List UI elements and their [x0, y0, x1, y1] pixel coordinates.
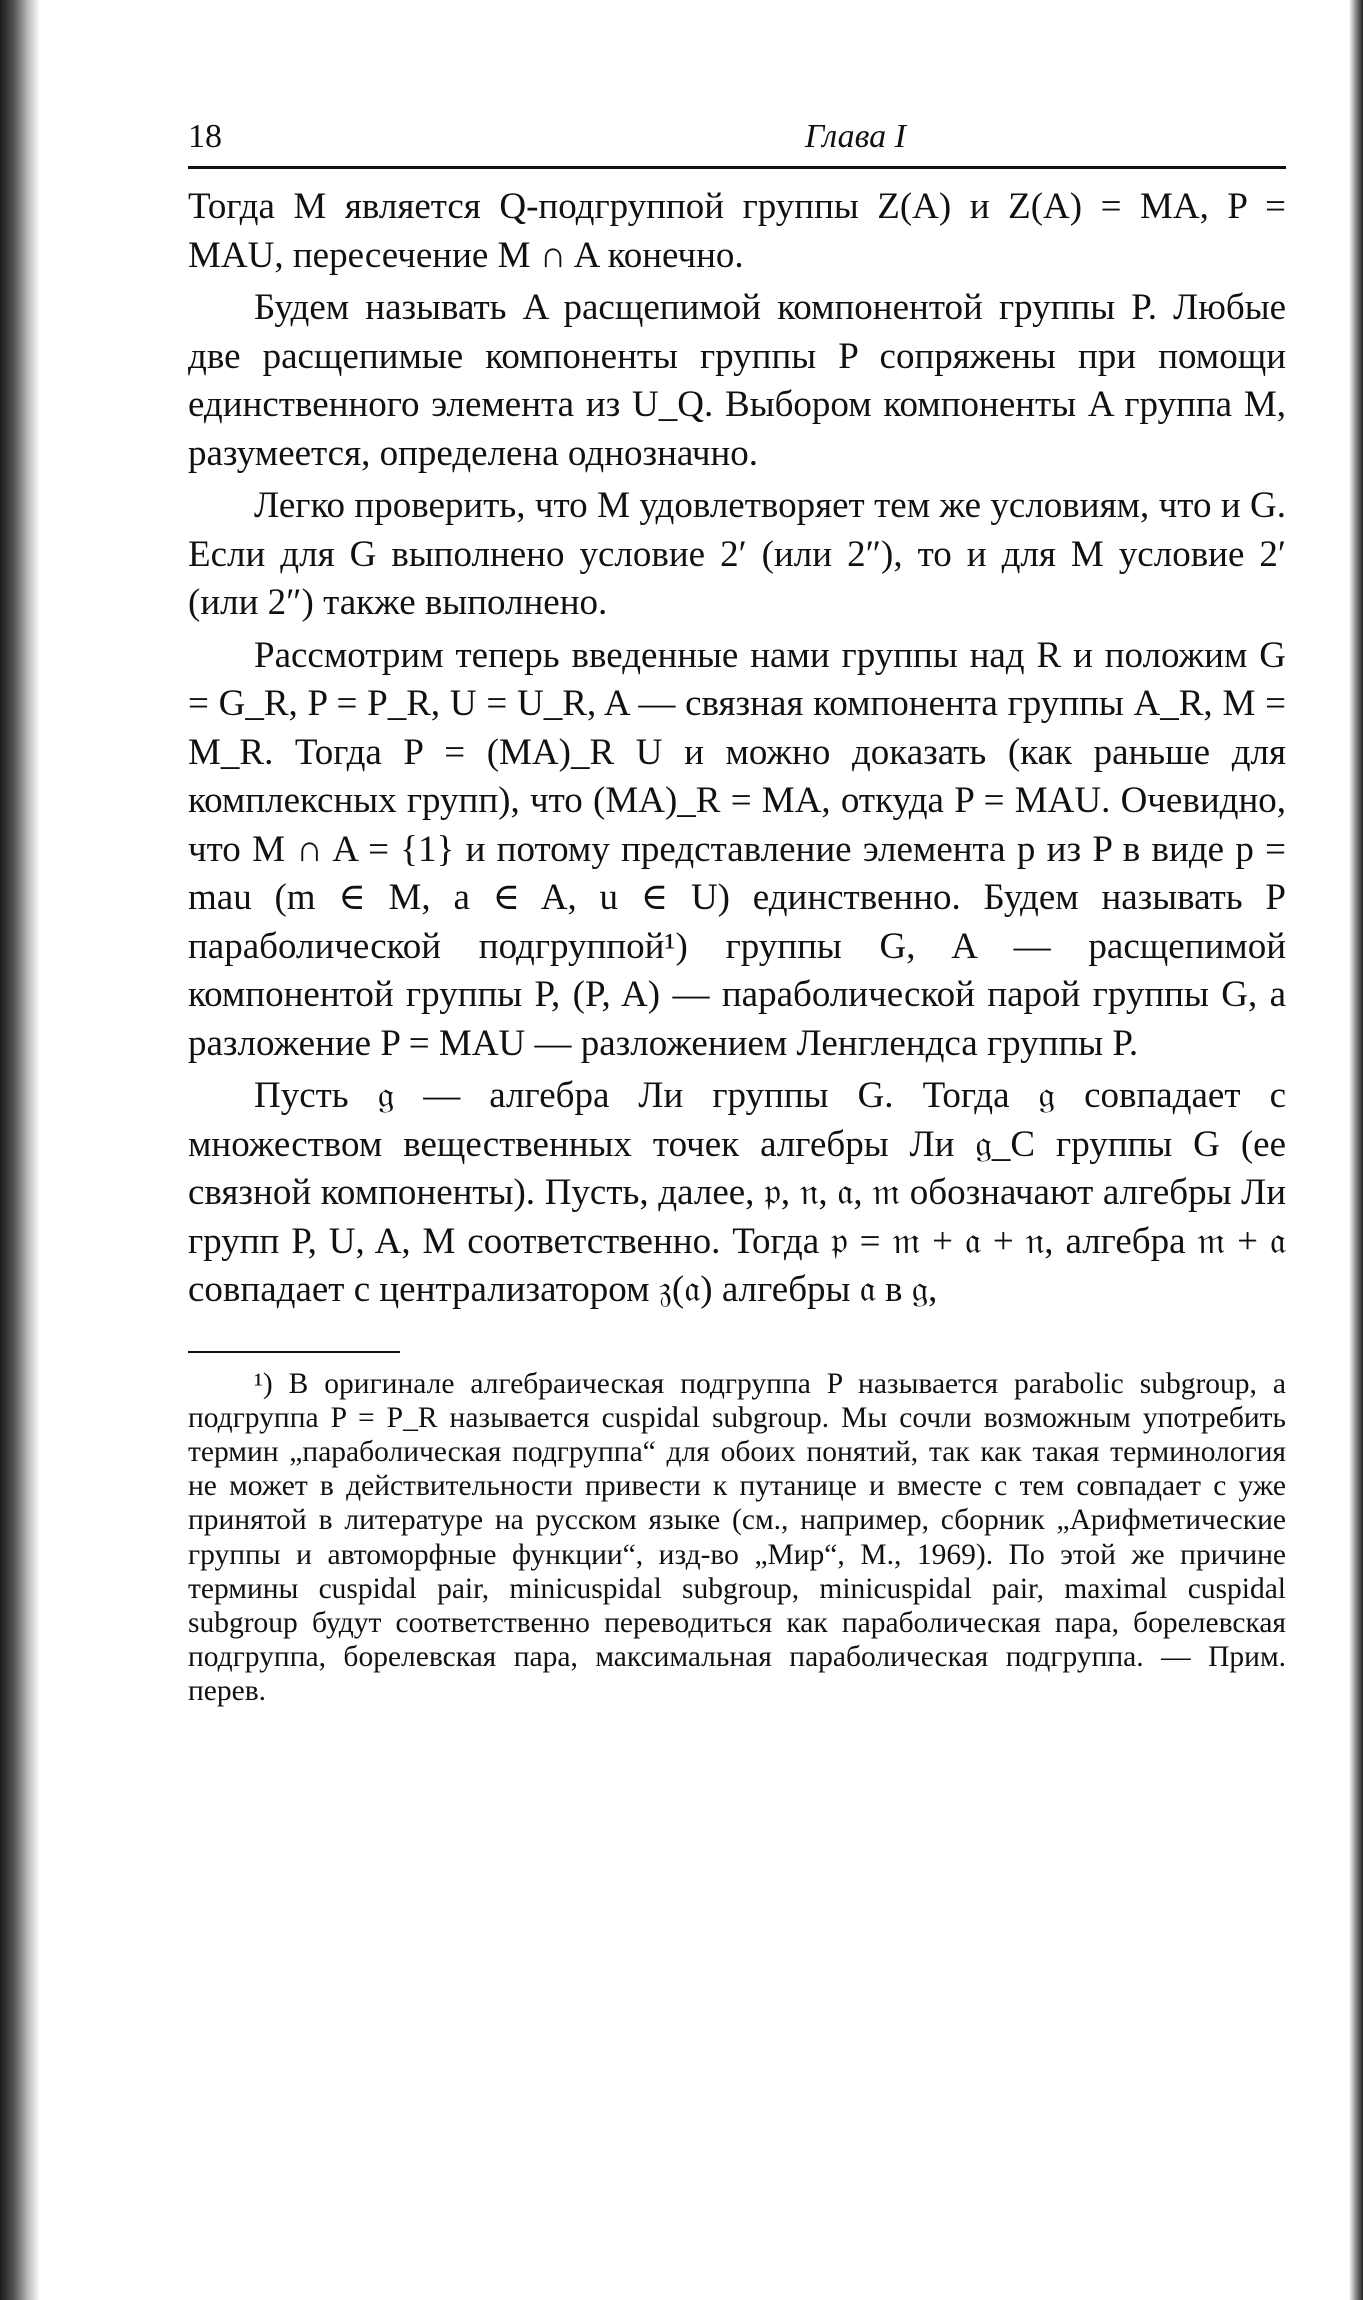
chapter-title: Глава I	[804, 118, 906, 155]
footnote: ¹) В оригинале алгебраическая подгруппа P называется parabolic subgroup, а подгруппа P = P_R называется cuspidal subgroup. Мы сочли возможным употребить термин „параболическая подгруппа“ для обоих понятий, так как такая терминология не может в действительности привести к путанице и вместе с тем совпадает с уже принятой в литературе на русском языке (см., например, сборник „Арифметические группы и автоморфные функции“, изд-во „Мир“, М., 1969). По этой же причине термины cuspidal pair, minicuspidal subgroup, minicuspidal pair, maximal cuspidal subgroup будут соответственно переводиться как параболическая пара, борелевская подгруппа, борелевская пара, максимальная параболическая подгруппа. — Прим. перев.	[188, 1367, 1286, 1708]
paragraph-2: Будем называть A расщепимой компонентой группы P. Любые две расщепимые компоненты группы P сопряжены при помощи единственного элемента из U_Q. Выбором компоненты A группа M, разумеется, определена однозначно.	[188, 287, 1286, 474]
paragraph-4: Рассмотрим теперь введенные нами группы над R и положим G = G_R, P = P_R, U = U_R, A — связная компонента группы A_R, M = M_R. Тогда P = (MA)_R U и можно доказать (как раньше для комплексных групп), что (MA)_R = MA, откуда P = MAU. Очевидно, что M ∩ A = {1} и потому представление элемента p из P в виде p = mau (m ∈ M, a ∈ A, u ∈ U) единственно. Будем называть P параболической подгруппой¹) группы G, A — расщепимой компонентой группы P, (P, A) — параболической парой группы G, а разложение P = MAU — разложением Ленглендса группы P.	[188, 634, 1286, 1064]
main-text	[188, 183, 1286, 1315]
paragraph-1: Тогда M является Q-подгруппой группы Z(A) и Z(A) = MA, P = MAU, пересечение M ∩ A конечно.	[188, 186, 1286, 276]
paragraph-3: Легко проверить, что M удовлетворяет тем же условиям, что и G. Если для G выполнено условие 2′ (или 2″), то и для M условие 2′ (или 2″) также выполнено.	[188, 485, 1286, 623]
scan-shadow-left	[0, 0, 40, 2300]
page-number: 18	[188, 118, 222, 155]
running-header	[188, 118, 1286, 169]
scan-shadow-right	[1349, 0, 1363, 2300]
book-page	[188, 118, 1286, 1709]
paragraph-5: Пусть 𝔤 — алгебра Ли группы G. Тогда 𝔤 совпадает с множеством вещественных точек алгебры Ли 𝔤_C группы G (ее связной компоненты). Пусть, далее, 𝔭, 𝔫, 𝔞, 𝔪 обозначают алгебры Ли групп P, U, A, M соответственно. Тогда 𝔭 = 𝔪 + 𝔞 + 𝔫, алгебра 𝔪 + 𝔞 совпадает с централизатором 𝔷(𝔞) алгебры 𝔞 в 𝔤,	[188, 1075, 1286, 1310]
footnote-divider	[188, 1351, 400, 1353]
